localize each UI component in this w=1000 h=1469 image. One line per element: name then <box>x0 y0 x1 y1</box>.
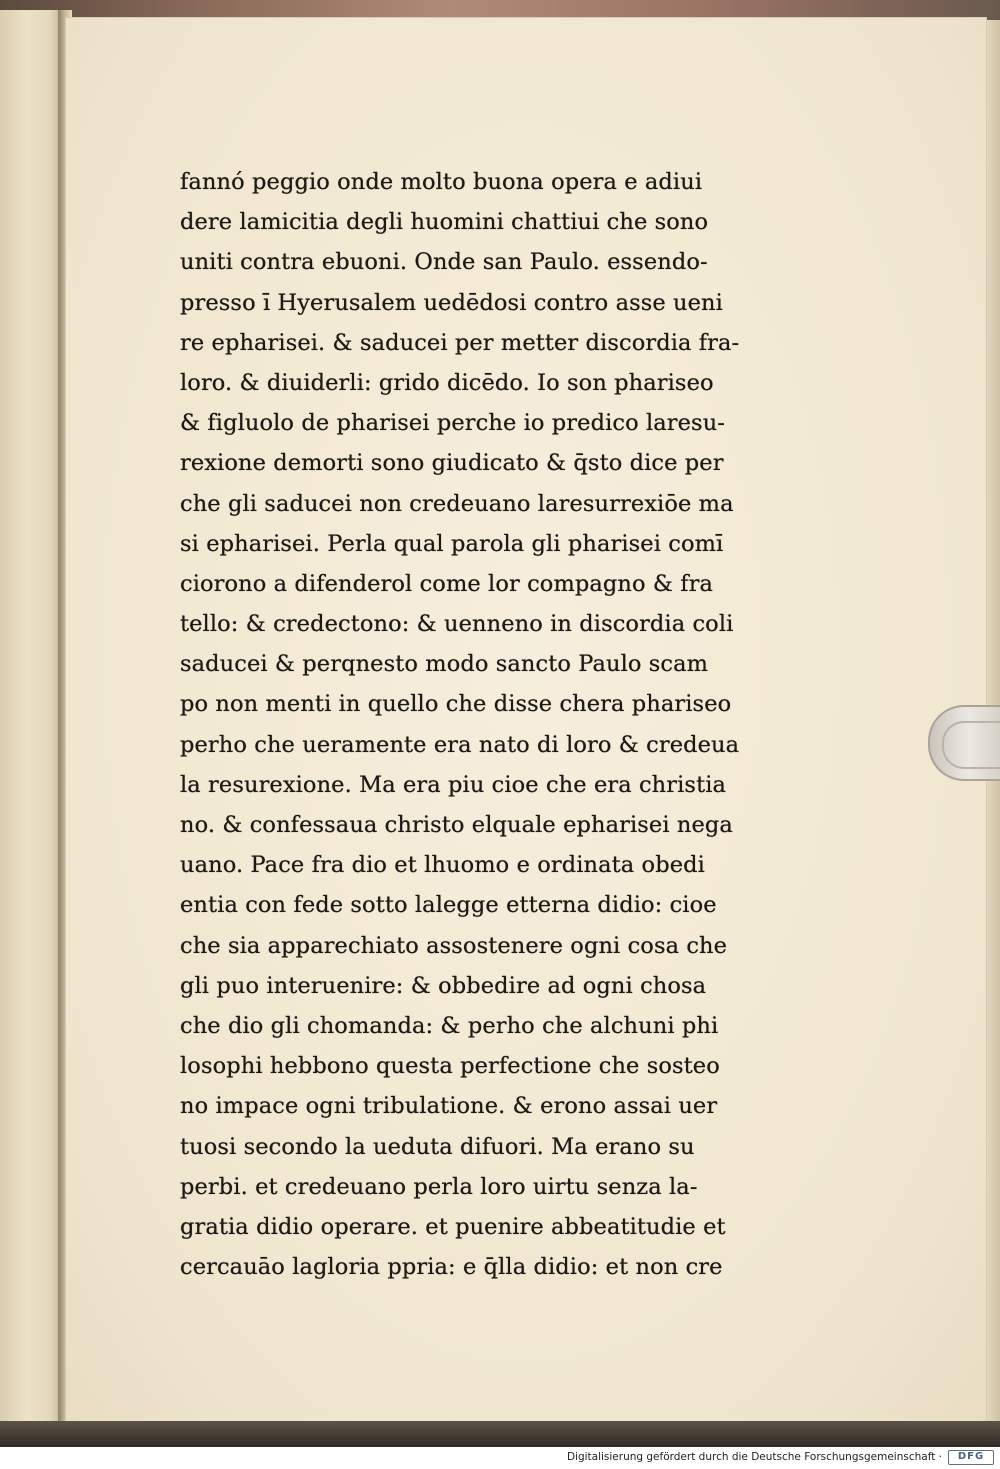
text-line: uano. Pace fra dio et lhuomo e ordinata obedi <box>180 852 705 879</box>
footer-bar <box>0 1447 1000 1469</box>
text-line: la resurexione. Ma era piu cioe che era christia <box>180 771 727 798</box>
page-clip <box>928 705 1000 781</box>
text-line: dere lamicitia degli huomini chattiui che sono <box>180 209 709 236</box>
text-line: losophi hebbono questa perfectione che sosteo <box>180 1053 720 1080</box>
text-line: che sia apparechiato assostenere ogni cosa che <box>180 932 728 959</box>
text-line: gli puo interuenire: & obbedire ad ogni chosa <box>180 972 707 999</box>
text-line: uniti contra ebuoni. Onde san Paulo. essendo- <box>180 249 708 276</box>
text-line: rexione demorti sono giudicato & q̄sto dice per <box>180 450 724 477</box>
text-line: & figluolo de pharisei perche io predico laresu- <box>180 410 725 437</box>
text-line: no impace ogni tribulatione. & erono assai uer <box>180 1093 718 1120</box>
text-line: saducei & perqnesto modo sancto Paulo scam <box>180 651 709 678</box>
text-line: tello: & credectono: & uenneno in discordia coli <box>180 611 734 638</box>
page-text <box>180 162 800 1287</box>
text-line: che dio gli chomanda: & perho che alchuni phi <box>180 1012 719 1039</box>
left-page-edge <box>0 10 66 1447</box>
text-line: fannó peggio onde molto buona opera e adiui <box>180 169 703 195</box>
funding-credit: Digitalisierung gefördert durch die Deutsche Forschungsgemeinschaft · <box>566 1451 942 1463</box>
text-line: si epharisei. Perla qual parola gli pharisei comī <box>180 530 724 557</box>
text-line: tuosi secondo la ueduta difuori. Ma erano su <box>180 1133 695 1160</box>
text-line: perho che ueramente era nato di loro & credeua <box>180 731 740 758</box>
text-line: po non menti in quello che disse chera phariseo <box>180 691 732 718</box>
text-line: no. & confessaua christo elquale epharisei nega <box>180 812 733 838</box>
dfg-logo: DFG <box>948 1450 994 1465</box>
text-line: che gli saducei non credeuano laresurrexiōe ma <box>180 490 734 517</box>
text-line: entia con fede sotto lalegge etterna didio: cioe <box>180 892 717 919</box>
text-line: gratia didio operare. et puenire abbeatitudie et <box>180 1213 726 1240</box>
text-line: presso ī Hyerusalem uedēdosi contro asse ueni <box>180 289 723 316</box>
text-line: perbi. et credeuano perla loro uirtu senza la- <box>180 1173 698 1200</box>
scan-bottom-edge <box>0 1421 1000 1447</box>
text-line: loro. & diuiderli: grido dicēdo. Io son phariseo <box>180 369 714 396</box>
text-line: re epharisei. & saducei per metter discordia fra- <box>180 329 740 356</box>
text-line: cercauāo lagloria ppria: e q̄lla didio: et non cre <box>180 1254 723 1281</box>
text-line: ciorono a difenderol come lor compagno & fra <box>180 570 714 597</box>
